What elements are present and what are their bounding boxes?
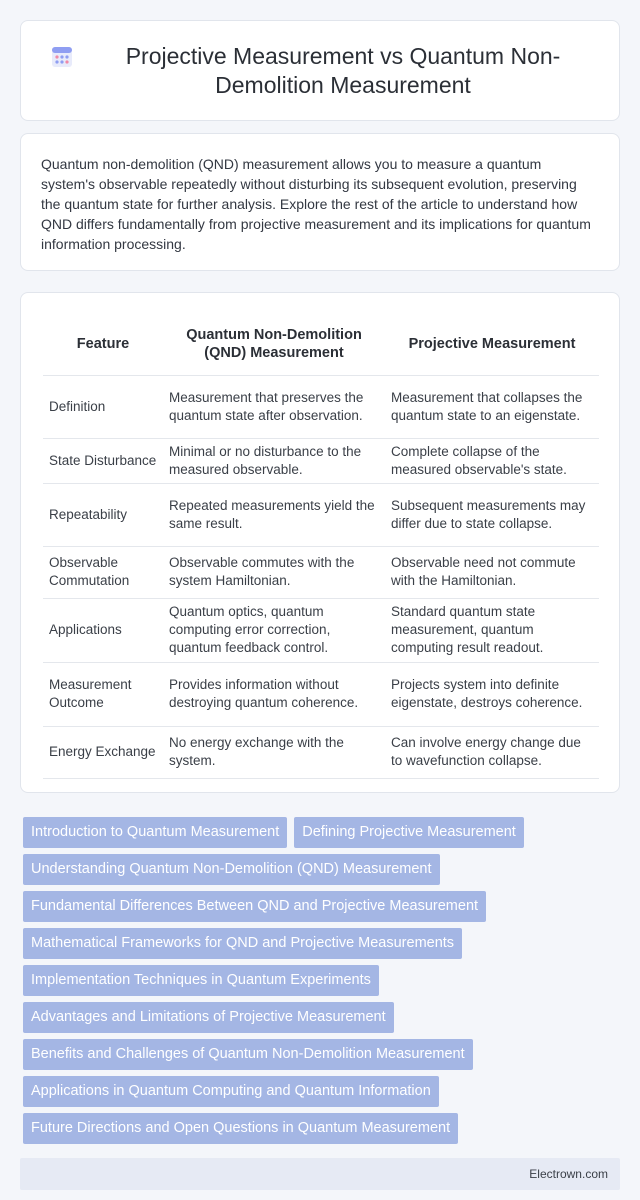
- feature-cell: State Disturbance: [43, 438, 163, 483]
- projective-cell: Projects system into definite eigenstate, destroys coherence.: [385, 662, 599, 726]
- title-wrap: [21, 21, 619, 120]
- footer: [20, 1158, 620, 1190]
- table-row: [43, 726, 599, 778]
- tag-link[interactable]: Understanding Quantum Non-Demolition (QND) Measurement: [23, 854, 440, 885]
- projective-cell: Standard quantum state measurement, quantum computing result readout.: [385, 598, 599, 662]
- header-feature: Feature: [43, 313, 163, 375]
- feature-cell: Repeatability: [43, 483, 163, 546]
- projective-cell: Observable need not commute with the Hamiltonian.: [385, 546, 599, 598]
- table-row: [43, 662, 599, 726]
- tag-link[interactable]: Implementation Techniques in Quantum Experiments: [23, 965, 379, 996]
- table-header-row: [43, 313, 599, 375]
- projective-cell: Measurement that collapses the quantum state to an eigenstate.: [385, 375, 599, 438]
- projective-cell: Can involve energy change due to wavefunction collapse.: [385, 726, 599, 778]
- tag-link[interactable]: Fundamental Differences Between QND and Projective Measurement: [23, 891, 486, 922]
- feature-cell: Observable Commutation: [43, 546, 163, 598]
- qnd-cell: Repeated measurements yield the same result.: [163, 483, 385, 546]
- topic-tags: [23, 817, 603, 1150]
- tag-link[interactable]: Benefits and Challenges of Quantum Non-Demolition Measurement: [23, 1039, 473, 1070]
- qnd-cell: Provides information without destroying quantum coherence.: [163, 662, 385, 726]
- tag-link[interactable]: Applications in Quantum Computing and Quantum Information: [23, 1076, 439, 1107]
- tag-link[interactable]: Future Directions and Open Questions in Quantum Measurement: [23, 1113, 458, 1144]
- tag-link[interactable]: Defining Projective Measurement: [294, 817, 524, 848]
- projective-cell: Subsequent measurements may differ due to state collapse.: [385, 483, 599, 546]
- footer-brand: Electrown.com: [529, 1167, 608, 1181]
- tag-link[interactable]: Introduction to Quantum Measurement: [23, 817, 287, 848]
- intro-paragraph: Quantum non-demolition (QND) measurement allows you to measure a quantum system's observable repeatedly without disturbing its subsequent evolution, preserving the quantum state for further analysis. Explore the rest of the article to understand how QND differs fundamentally from projective measurement and its implications for quantum information processing.: [41, 156, 591, 252]
- tag-link[interactable]: Mathematical Frameworks for QND and Projective Measurements: [23, 928, 462, 959]
- feature-cell: Energy Exchange: [43, 726, 163, 778]
- header-projective: Projective Measurement: [385, 313, 599, 375]
- qnd-cell: Observable commutes with the system Hamiltonian.: [163, 546, 385, 598]
- qnd-cell: Measurement that preserves the quantum state after observation.: [163, 375, 385, 438]
- header-qnd: Quantum Non-Demolition (QND) Measurement: [163, 313, 385, 375]
- feature-cell: Applications: [43, 598, 163, 662]
- title-card: [20, 20, 620, 121]
- comparison-table-card: [20, 292, 620, 793]
- table-row: [43, 438, 599, 483]
- feature-cell: Measurement Outcome: [43, 662, 163, 726]
- qnd-cell: Quantum optics, quantum computing error correction, quantum feedback control.: [163, 598, 385, 662]
- tag-link[interactable]: Advantages and Limitations of Projective Measurement: [23, 1002, 394, 1033]
- page-title: Projective Measurement vs Quantum Non-Demolition Measurement: [125, 42, 561, 98]
- comparison-table: [43, 313, 599, 779]
- qnd-cell: Minimal or no disturbance to the measured observable.: [163, 438, 385, 483]
- table-row: [43, 546, 599, 598]
- calculator-icon: [51, 46, 73, 68]
- intro-card: [20, 133, 620, 271]
- projective-cell: Complete collapse of the measured observable's state.: [385, 438, 599, 483]
- qnd-cell: No energy exchange with the system.: [163, 726, 385, 778]
- table-row: [43, 375, 599, 438]
- feature-cell: Definition: [43, 375, 163, 438]
- table-row: [43, 483, 599, 546]
- table-row: [43, 598, 599, 662]
